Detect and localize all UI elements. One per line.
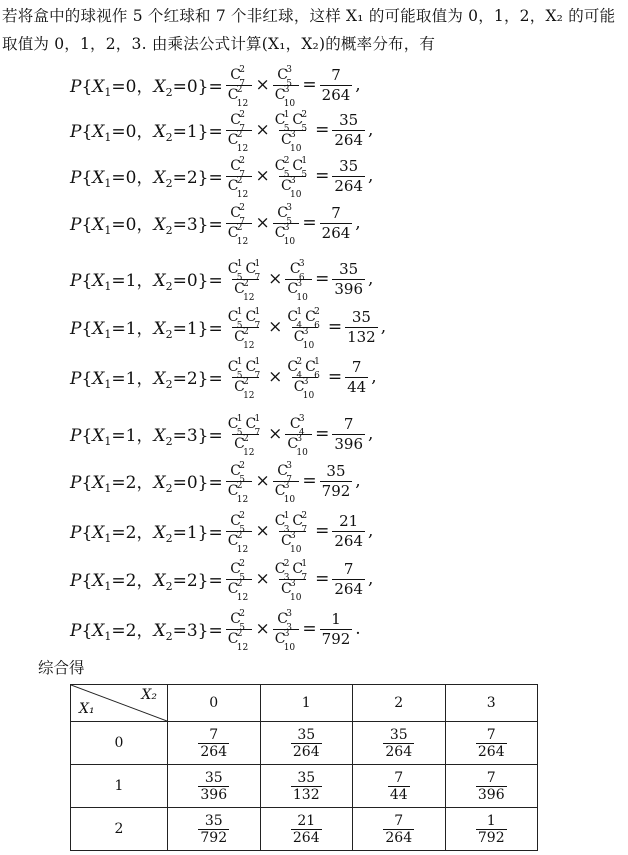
punctuation: .: [355, 619, 361, 639]
punctuation: ,: [368, 269, 374, 289]
second-fraction: [273, 202, 300, 247]
combination-symbol: C 3 4: [289, 413, 305, 438]
combination-symbol: C 1 5: [227, 356, 243, 381]
combination-symbol: C 2 12: [227, 175, 249, 200]
table-cell: [353, 765, 446, 808]
first-fraction: [226, 202, 253, 247]
second-fraction: [273, 64, 300, 109]
probability-expression: $P\{X_1=1$，$X_2=2\}=$: [70, 368, 223, 391]
denominator: 396: [200, 786, 228, 803]
x2-value: 2: [186, 570, 198, 591]
denominator: 44: [389, 786, 408, 803]
x2-value: 0: [186, 472, 198, 493]
equation-row: [70, 411, 373, 457]
table-cell: [445, 722, 538, 765]
times-sign: ×: [255, 619, 270, 639]
combination-symbol: C 1 7: [292, 558, 308, 583]
probability-expression: $P\{X_1=0$，$X_2=2\}=$: [70, 167, 223, 190]
equation-row: [70, 508, 373, 554]
x2-value: 3: [186, 425, 198, 446]
corner-col-label: X₂: [141, 687, 157, 703]
probability-expression: $P\{X_1=0$，$X_2=0\}=$: [70, 76, 223, 99]
combination-symbol: C 3 6: [289, 258, 305, 283]
combination-symbol: C 1 6: [305, 356, 320, 381]
combination-symbol: C 2 5: [230, 460, 245, 485]
numerator: 35: [297, 726, 316, 743]
equals-sign: =: [315, 120, 330, 140]
cell-fraction: [388, 770, 410, 803]
punctuation: ,: [371, 367, 377, 387]
table-cell: [260, 765, 353, 808]
punctuation: ,: [368, 569, 374, 589]
table-cell: [168, 808, 261, 851]
x1-value: 1: [125, 368, 137, 389]
x2-value: 2: [186, 368, 198, 389]
x1-value: 0: [125, 214, 137, 235]
numerator: 7: [394, 769, 404, 786]
row-header: 1: [71, 765, 168, 808]
x1-value: 0: [125, 76, 137, 97]
punctuation: ,: [368, 521, 374, 541]
combination-symbol: C 3 7: [277, 460, 292, 485]
table-cell: [260, 808, 353, 851]
combination-symbol: C 2 5: [292, 109, 308, 134]
second-fraction: [273, 155, 312, 200]
x1-value: 1: [125, 318, 137, 339]
punctuation: ,: [355, 75, 361, 95]
equation-row: [70, 153, 373, 199]
second-fraction: [273, 460, 300, 505]
denominator: 264: [477, 743, 505, 760]
intro-line-1: 若将盒中的球视作 5 个红球和 7 个非红球，这样 X₁ 的可能取值为 0，1，2，X₂ 的可能: [2, 7, 616, 25]
numerator: 7: [394, 812, 404, 829]
combination-symbol: C 1 7: [245, 306, 261, 331]
second-fraction: [285, 306, 324, 351]
first-fraction: [226, 155, 253, 200]
combination-symbol: C 2 7: [230, 64, 245, 89]
equation-row: [70, 107, 373, 153]
cell-fraction: [291, 727, 322, 760]
equals-sign: =: [327, 317, 343, 337]
result-fraction: $\frac{7}{44}$: [347, 357, 367, 396]
table-cell: [353, 808, 446, 851]
x2-value: 1: [186, 522, 198, 543]
result-fraction: $\frac{7}{396}$: [334, 414, 364, 453]
probability-expression: $P\{X_1=1$，$X_2=1\}=$: [70, 318, 223, 341]
cell-fraction: [291, 770, 322, 803]
combination-symbol: C 3 10: [281, 175, 302, 200]
equation-row: [70, 200, 361, 246]
combination-symbol: C 2 12: [227, 530, 249, 555]
table-row: [71, 722, 538, 765]
combination-symbol: C 2 12: [227, 578, 249, 603]
punctuation: ,: [368, 424, 374, 444]
probability-expression: $P\{X_1=2$，$X_2=2\}=$: [70, 570, 223, 593]
result-fraction: $\frac{35}{264}$: [334, 156, 364, 195]
combination-symbol: C 3 10: [281, 129, 302, 154]
combination-symbol: C 3 10: [293, 326, 315, 351]
col-header: 1: [260, 685, 353, 722]
denominator: 264: [292, 743, 320, 760]
x2-value: 3: [186, 214, 198, 235]
combination-symbol: C 2 3: [274, 558, 290, 583]
punctuation: ,: [355, 471, 361, 491]
equals-sign: =: [315, 269, 330, 289]
combination-symbol: C 2 12: [227, 222, 249, 247]
combination-symbol: C 2 5: [230, 558, 245, 583]
punctuation: ,: [368, 120, 374, 140]
probability-expression: $P\{X_1=2$，$X_2=0\}=$: [70, 472, 223, 495]
combination-symbol: C 1 5: [292, 155, 308, 180]
table-cell: [445, 808, 538, 851]
times-sign: ×: [255, 471, 270, 491]
denominator: 264: [292, 829, 320, 846]
combination-symbol: C 3 10: [274, 628, 296, 653]
numerator: 7: [486, 769, 496, 786]
table-row: [71, 808, 538, 851]
table-body: [71, 722, 538, 851]
table-cell: [353, 722, 446, 765]
combination-symbol: C 2 7: [230, 155, 245, 180]
table-corner-cell: [71, 685, 168, 722]
first-fraction: [226, 510, 253, 555]
numerator: 7: [209, 726, 219, 743]
corner-row-label: X₁: [79, 701, 95, 717]
probability-expression: $P\{X_1=2$，$X_2=3\}=$: [70, 620, 223, 643]
cell-fraction: [476, 770, 507, 803]
combination-symbol: C 3 10: [293, 376, 315, 401]
result-fraction: $\frac{35}{792}$: [321, 461, 351, 500]
table-header-row: [71, 685, 538, 722]
times-sign: ×: [255, 166, 270, 186]
denominator: 132: [292, 786, 320, 803]
equals-sign: =: [302, 619, 317, 639]
equals-sign: =: [302, 75, 317, 95]
combination-symbol: C 3 10: [274, 480, 296, 505]
combination-symbol: C 3 10: [274, 222, 296, 247]
times-sign: ×: [255, 120, 270, 140]
table-cell: [260, 722, 353, 765]
times-sign: ×: [255, 569, 270, 589]
summary-label: 综合得: [38, 659, 85, 677]
equation-row: [70, 354, 377, 400]
cell-fraction: [198, 727, 229, 760]
col-header: 2: [353, 685, 446, 722]
denominator: 264: [385, 829, 413, 846]
numerator: 7: [486, 726, 496, 743]
equals-sign: =: [315, 569, 330, 589]
row-header: 2: [71, 808, 168, 851]
table-cell: [168, 722, 261, 765]
times-sign: ×: [255, 75, 270, 95]
combination-symbol: C 2 4: [287, 356, 303, 381]
x1-value: 2: [125, 472, 137, 493]
probability-expression: $P\{X_1=2$，$X_2=1\}=$: [70, 522, 223, 545]
punctuation: ,: [380, 317, 387, 337]
probability-expression: $P\{X_1=0$，$X_2=3\}=$: [70, 214, 223, 237]
numerator: 35: [204, 769, 223, 786]
equals-sign: =: [327, 367, 343, 387]
combination-symbol: C 3 5: [277, 64, 292, 89]
numerator: 35: [389, 726, 408, 743]
table-cell: [445, 765, 538, 808]
denominator: 264: [200, 743, 228, 760]
combination-symbol: C 1 5: [227, 258, 243, 283]
equation-row: [70, 304, 386, 350]
x2-value: 1: [186, 121, 198, 142]
x2-value: 0: [186, 76, 198, 97]
combination-symbol: C 1 7: [245, 258, 261, 283]
x1-value: 2: [125, 620, 137, 641]
equals-sign: =: [302, 471, 317, 491]
combination-symbol: C 2 12: [227, 628, 249, 653]
equation-row: [70, 556, 373, 602]
probability-expression: $P\{X_1=0$，$X_2=1\}=$: [70, 121, 223, 144]
table-cell: [168, 765, 261, 808]
first-fraction: [226, 258, 265, 303]
x1-value: 0: [125, 121, 137, 142]
x2-value: 0: [186, 270, 198, 291]
x1-value: 2: [125, 570, 137, 591]
combination-symbol: C 3 5: [277, 202, 292, 227]
combination-symbol: C 2 7: [230, 202, 245, 227]
combination-symbol: C 2 12: [227, 480, 249, 505]
result-fraction: $\frac{7}{264}$: [334, 559, 364, 598]
probability-expression: $P\{X_1=1$，$X_2=3\}=$: [70, 425, 223, 448]
result-fraction: $\frac{35}{264}$: [334, 110, 364, 149]
x1-value: 2: [125, 522, 137, 543]
equation-row: [70, 458, 361, 504]
second-fraction: [273, 109, 312, 154]
x1-value: 0: [125, 167, 137, 188]
second-fraction: [285, 258, 312, 303]
intro-line-2: 取值为 0，1，2，3. 由乘法公式计算(X₁，X₂)的概率分布，有: [2, 35, 436, 53]
combination-symbol: C 2 12: [227, 129, 249, 154]
numerator: 1: [486, 812, 496, 829]
col-header: 0: [168, 685, 261, 722]
result-fraction: $\frac{35}{132}$: [347, 307, 376, 346]
combination-symbol: C 2 12: [234, 278, 255, 303]
combination-symbol: C 3 10: [281, 530, 302, 555]
first-fraction: [226, 608, 253, 653]
combination-symbol: C 2 12: [234, 326, 255, 351]
x2-value: 3: [186, 620, 198, 641]
equation-row: [70, 606, 361, 652]
combination-symbol: C 3 3: [277, 608, 292, 633]
cell-fraction: [476, 727, 507, 760]
denominator: 264: [385, 743, 413, 760]
equals-sign: =: [315, 424, 330, 444]
combination-symbol: C 1 4: [287, 306, 303, 331]
first-fraction: [226, 109, 253, 154]
first-fraction: [226, 558, 253, 603]
cell-fraction: [476, 813, 507, 846]
equals-sign: =: [315, 521, 330, 541]
result-fraction: $\frac{1}{792}$: [321, 609, 351, 648]
denominator: 792: [477, 829, 505, 846]
numerator: 35: [204, 812, 223, 829]
punctuation: ,: [368, 166, 374, 186]
second-fraction: [273, 510, 312, 555]
times-sign: ×: [268, 367, 283, 387]
combination-symbol: C 2 12: [234, 376, 255, 401]
combination-symbol: C 1 3: [274, 510, 290, 535]
x2-value: 2: [186, 167, 198, 188]
combination-symbol: C 2 7: [230, 109, 245, 134]
first-fraction: [226, 356, 265, 401]
distribution-table: [70, 684, 538, 851]
combination-symbol: C 1 5: [274, 109, 290, 134]
second-fraction: [285, 413, 312, 458]
times-sign: ×: [255, 213, 270, 233]
cell-fraction: [383, 813, 414, 846]
combination-symbol: C 3 10: [274, 84, 296, 109]
combination-symbol: C 1 7: [245, 356, 261, 381]
combination-symbol: C 2 5: [230, 608, 245, 633]
combination-symbol: C 2 12: [227, 84, 249, 109]
second-fraction: [273, 558, 312, 603]
first-fraction: [226, 413, 265, 458]
punctuation: ,: [355, 213, 361, 233]
second-fraction: [285, 356, 324, 401]
x1-value: 1: [125, 270, 137, 291]
intro-paragraph: [2, 2, 624, 58]
probability-expression: $P\{X_1=1$，$X_2=0\}=$: [70, 270, 223, 293]
combination-symbol: C 1 7: [245, 413, 261, 438]
combination-symbol: C 3 10: [287, 278, 308, 303]
equation-row: [70, 256, 373, 302]
combination-symbol: C 1 5: [227, 306, 243, 331]
result-fraction: $\frac{7}{264}$: [321, 65, 351, 104]
cell-fraction: [291, 813, 322, 846]
x2-value: 1: [186, 318, 198, 339]
combination-symbol: C 2 12: [234, 433, 255, 458]
denominator: 792: [200, 829, 228, 846]
combination-symbol: C 2 5: [274, 155, 290, 180]
denominator: 396: [477, 786, 505, 803]
combination-symbol: C 2 5: [230, 510, 245, 535]
equation-row: [70, 62, 361, 108]
numerator: 35: [297, 769, 316, 786]
first-fraction: [226, 460, 253, 505]
times-sign: ×: [268, 424, 283, 444]
times-sign: ×: [268, 317, 283, 337]
cell-fraction: [198, 770, 229, 803]
x1-value: 1: [125, 425, 137, 446]
combination-symbol: C 3 10: [281, 578, 302, 603]
col-header: 3: [445, 685, 538, 722]
combination-symbol: C 1 5: [227, 413, 243, 438]
times-sign: ×: [268, 269, 283, 289]
result-fraction: $\frac{21}{264}$: [334, 511, 364, 550]
combination-symbol: C 3 10: [287, 433, 308, 458]
times-sign: ×: [255, 521, 270, 541]
combination-symbol: C 2 7: [292, 510, 308, 535]
result-fraction: $\frac{35}{396}$: [334, 259, 364, 298]
combination-symbol: C 2 6: [305, 306, 320, 331]
row-header: 0: [71, 722, 168, 765]
result-fraction: $\frac{7}{264}$: [321, 203, 351, 242]
equals-sign: =: [315, 166, 330, 186]
first-fraction: [226, 64, 253, 109]
second-fraction: [273, 608, 300, 653]
cell-fraction: [383, 727, 414, 760]
numerator: 21: [297, 812, 316, 829]
equals-sign: =: [302, 213, 317, 233]
first-fraction: [226, 306, 265, 351]
cell-fraction: [198, 813, 229, 846]
table-row: [71, 765, 538, 808]
